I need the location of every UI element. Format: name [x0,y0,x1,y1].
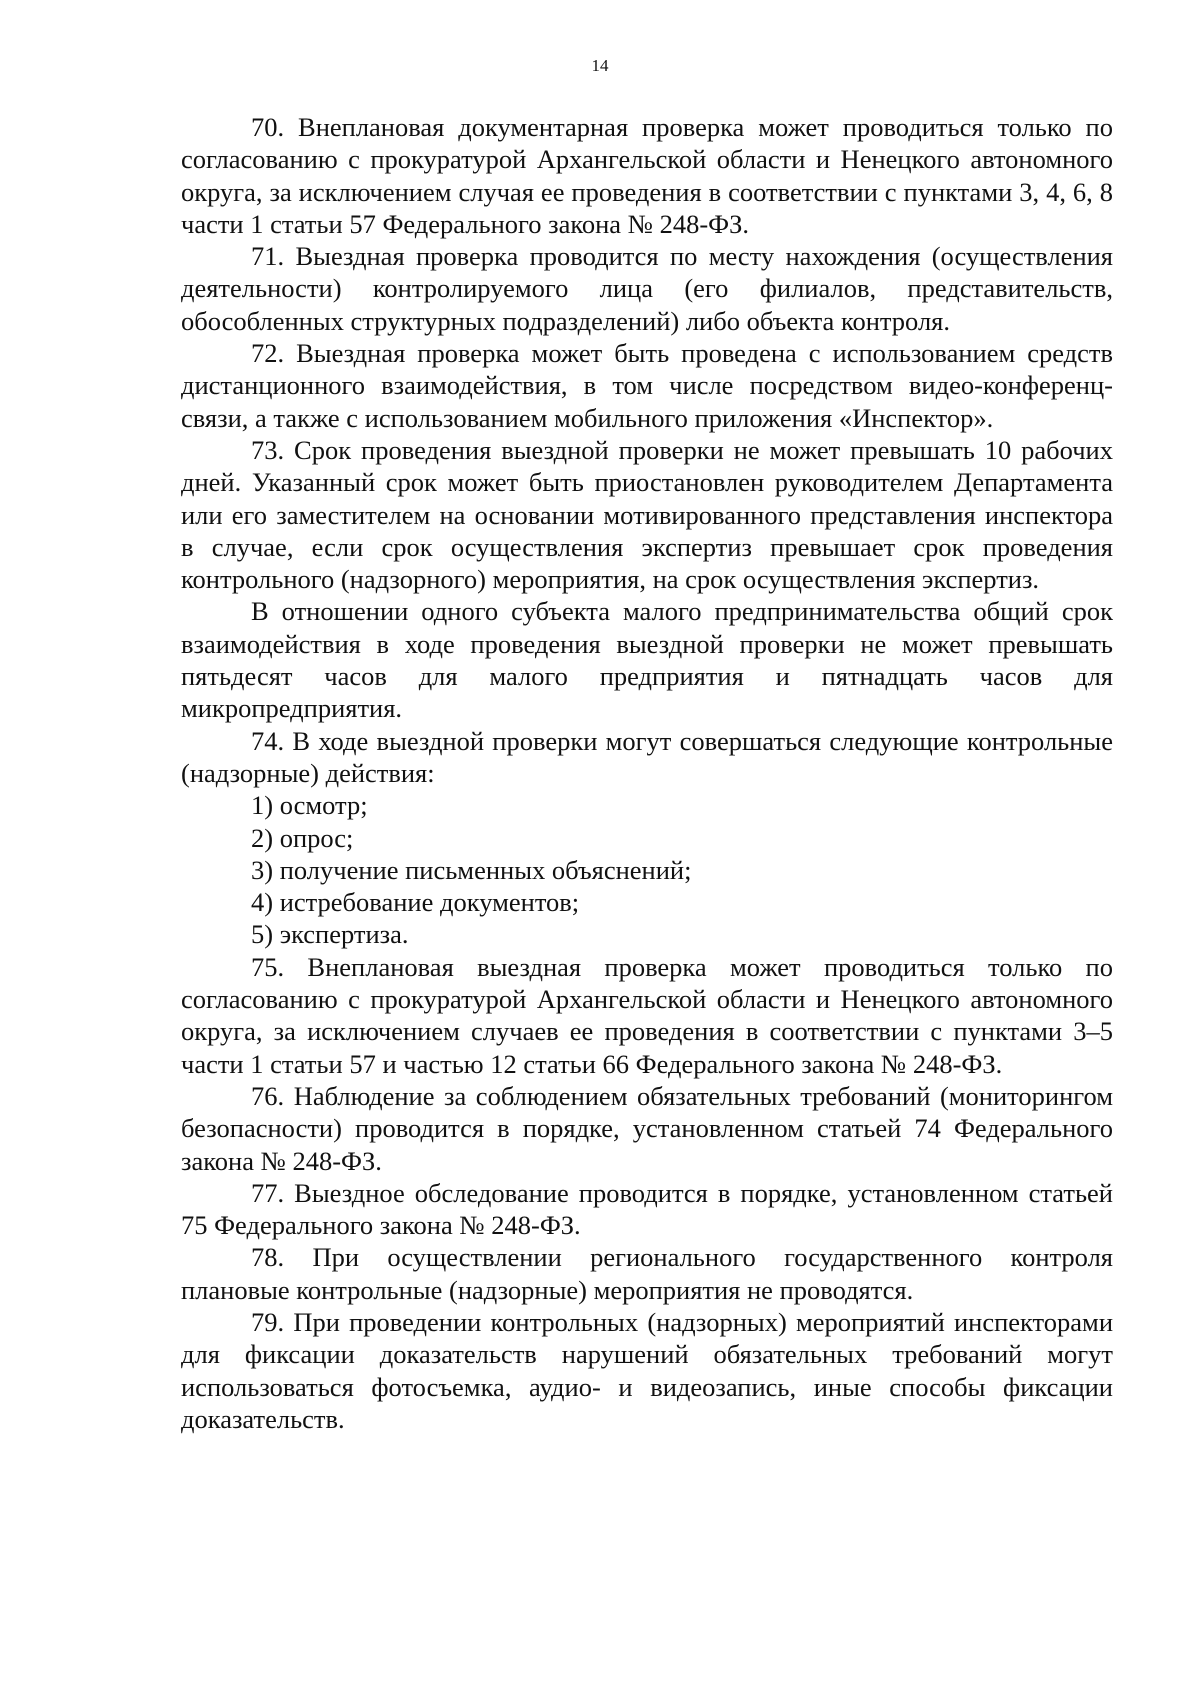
paragraph-76: 76. Наблюдение за соблюдением обязательных требований (мониторингом безопасности) проводится в порядке, установленном статьей 74 Федерального закона № 248-ФЗ. [181,1080,1113,1176]
paragraph-72: 72. Выездная проверка может быть проведена с использованием средств дистанционного взаимодействия, в том числе посредством видео-конференц-связи, а также с использованием мобильного приложения «Инспектор». [181,338,1113,433]
paragraph-78: 78. При осуществлении регионального государственного контроля плановые контрольные (надзорные) мероприятия не проводятся. [181,1242,1113,1305]
list-item-1: 1) осмотр; [251,790,368,821]
page-number: 14 [591,56,609,75]
paragraph-70: 70. Внеплановая документарная проверка может проводиться только по согласованию с прокуратурой Архангельской области и Ненецкого автономного округа, за исключением случая ее проведения в соответствии с пунктами 3, 4, 6, 8 части 1 статьи 57 Федерального закона № 248-ФЗ. [181,112,1113,239]
paragraph-75: 75. Внеплановая выездная проверка может проводиться только по согласованию с прокуратурой Архангельской области и Ненецкого автономного округа, за исключением случаев ее проведения в соответствии с пунктами 3–5 части 1 статьи 57 и частью 12 статьи 66 Федерального закона № 248-ФЗ. [181,951,1113,1079]
paragraph-73: 73. Срок проведения выездной проверки не может превышать 10 рабочих дней. Указанный срок может быть приостановлен руководителем Департамента или его заместителем на основании мотивированного представления инспектора в случае, если срок осуществления экспертиз превышает срок проведения контрольного (надзорного) мероприятия, на срок осуществления экспертиз. [181,434,1113,595]
list-item-3: 3) получение письменных объяснений; [251,854,692,885]
list-item-5: 5) экспертиза. [251,919,409,950]
paragraph-74: 74. В ходе выездной проверки могут совершаться следующие контрольные (надзорные) действия: [181,725,1113,788]
list-item-2: 2) опрос; [251,822,354,853]
paragraph-79: 79. При проведении контрольных (надзорных) мероприятий инспекторами для фиксации доказательств нарушений обязательных требований могут использоваться фотосъемка, аудио- и видеозапись, иные способы фиксации доказательств. [181,1306,1113,1434]
paragraph-77: 77. Выездное обследование проводится в порядке, установленном статьей 75 Федерального закона № 248-ФЗ. [181,1177,1113,1241]
paragraph-71: 71. Выездная проверка проводится по месту нахождения (осуществления деятельности) контролируемого лица (его филиалов, представительств, обособленных структурных подразделений) либо объекта контроля. [181,241,1113,336]
document-body [181,111,1113,1435]
paragraph-73-continued: В отношении одного субъекта малого предпринимательства общий срок взаимодействия в ходе проведения выездной проверки не может превышать пятьдесят часов для малого предприятия и пятнадцать часов для микропредприятия. [181,596,1113,724]
list-item-4: 4) истребование документов; [251,887,580,918]
